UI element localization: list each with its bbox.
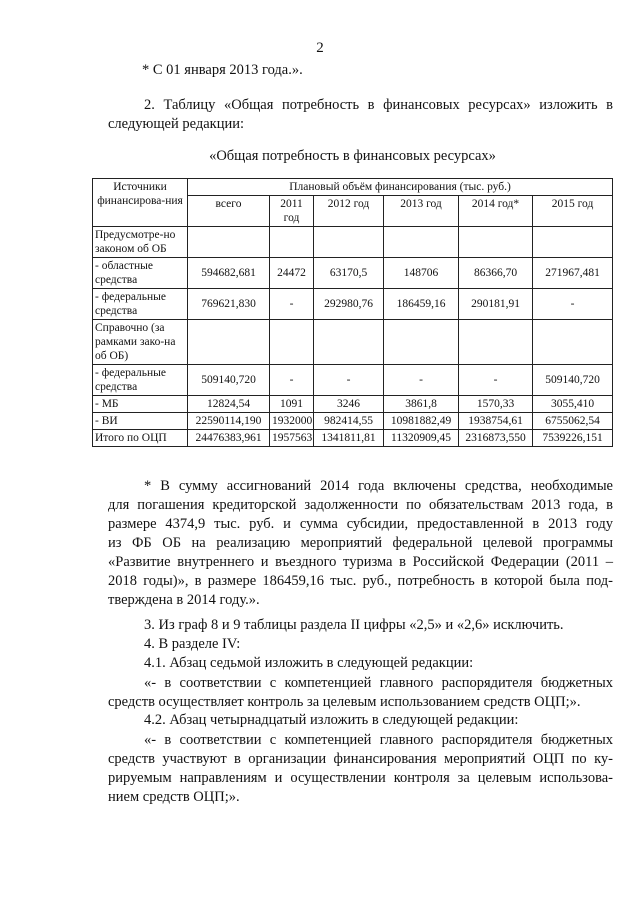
row-label: Итого по ОЦП xyxy=(93,430,188,447)
quote-2-line: нием средств ОЦП;». xyxy=(108,789,240,805)
footnote-line: тверждена в 2014 году.». xyxy=(108,592,260,608)
table-cell: 3055,410 xyxy=(533,396,613,413)
col-header: всего xyxy=(188,196,270,227)
table-cell: 148706 xyxy=(384,258,459,289)
table-cell: 86366,70 xyxy=(459,258,533,289)
quote-2-line: «- в соответствии с компетенцией главного распорядителя бюджетных xyxy=(144,732,613,748)
table-row xyxy=(93,320,613,365)
table-row xyxy=(93,365,613,396)
table-cell xyxy=(459,227,533,258)
item-3: 3. Из граф 8 и 9 таблицы раздела II цифры «2,5» и «2,6» исключить. xyxy=(144,617,564,633)
text-line-jan: * С 01 января 2013 года.». xyxy=(142,62,303,78)
table-cell: - xyxy=(459,365,533,396)
table-row xyxy=(93,413,613,430)
quote-1 xyxy=(108,674,613,712)
table-cell: 982414,55 xyxy=(314,413,384,430)
page-number: 2 xyxy=(316,40,324,56)
table-row xyxy=(93,289,613,320)
col-header: 2012 год xyxy=(314,196,384,227)
table-cell: 271967,481 xyxy=(533,258,613,289)
table-cell: 24472 xyxy=(270,258,314,289)
row-label: Предусмотре-но законом об ОБ xyxy=(93,227,188,258)
quote-2-line: средств участвуют в организации финансирования мероприятий ОЦП по ку- xyxy=(108,751,613,767)
quote-1-line: средств осуществляет контроль за целевым использованием средств ОЦП;». xyxy=(108,694,581,710)
col-header: 2011 год xyxy=(270,196,314,227)
table-cell: 1091 xyxy=(270,396,314,413)
row-label: Справочно (за рамками зако-на об ОБ) xyxy=(93,320,188,365)
table-cell: 509140,720 xyxy=(533,365,613,396)
row-label: - ВИ xyxy=(93,413,188,430)
financial-needs-table xyxy=(92,178,613,447)
item-4: 4. В разделе IV: xyxy=(144,636,241,652)
table-cell: - xyxy=(384,365,459,396)
table-body xyxy=(93,227,613,447)
table-cell: 1341811,81 xyxy=(314,430,384,447)
row-label: - федеральные средства xyxy=(93,289,188,320)
table-cell: 24476383,961 xyxy=(188,430,270,447)
footnote-line: из ФБ ОБ на реализацию мероприятий федеральной целевой программы xyxy=(108,535,613,551)
table-cell: 509140,720 xyxy=(188,365,270,396)
table-cell: 292980,76 xyxy=(314,289,384,320)
table-cell: - xyxy=(314,365,384,396)
table-cell: 594682,681 xyxy=(188,258,270,289)
table-cell xyxy=(533,320,613,365)
row-label: - федеральные средства xyxy=(93,365,188,396)
table-cell: - xyxy=(270,289,314,320)
table-cell: 22590114,190 xyxy=(188,413,270,430)
table-cell xyxy=(459,320,533,365)
col-header: 2013 год xyxy=(384,196,459,227)
table-cell: 1570,33 xyxy=(459,396,533,413)
table-cell xyxy=(188,227,270,258)
paragraph-2-line-1: 2. Таблицу «Общая потребность в финансовых ресурсах» изложить в xyxy=(144,97,613,113)
table-cell: 10981882,49 xyxy=(384,413,459,430)
table-cell: 186459,16 xyxy=(384,289,459,320)
table-cell: 769621,830 xyxy=(188,289,270,320)
table-cell xyxy=(533,227,613,258)
paragraph-2-line-2: следующей редакции: xyxy=(108,116,245,132)
table-cell xyxy=(270,320,314,365)
table-cell: 7539226,151 xyxy=(533,430,613,447)
table-cell: - xyxy=(270,365,314,396)
table-cell xyxy=(270,227,314,258)
item-4-2: 4.2. Абзац четырнадцатый изложить в следующей редакции: xyxy=(144,712,519,728)
header-sources: Источники финансирова-ния xyxy=(93,179,188,227)
table-row xyxy=(93,396,613,413)
col-header: 2014 год* xyxy=(459,196,533,227)
table-cell xyxy=(188,320,270,365)
table-cell: - xyxy=(533,289,613,320)
table-cell: 63170,5 xyxy=(314,258,384,289)
header-plan: Плановый объём финансирования (тыс. руб.) xyxy=(188,179,613,196)
table-cell: 3861,8 xyxy=(384,396,459,413)
table-cell xyxy=(314,320,384,365)
footnote-line: * В сумму ассигнований 2014 года включены средства, необходимые xyxy=(144,478,613,494)
table-row xyxy=(93,258,613,289)
footnote-line: для погашения кредиторской задолженности по обязательствам 2013 года, в xyxy=(108,497,613,513)
footnote-line: размере 4374,9 тыс. руб. и сумма субсидии, предоставленной в 2013 году xyxy=(108,516,613,532)
paragraph-2 xyxy=(108,96,613,134)
table-title: «Общая потребность в финансовых ресурсах» xyxy=(209,148,496,164)
table-cell: 6755062,54 xyxy=(533,413,613,430)
table-cell xyxy=(384,227,459,258)
item-4-1: 4.1. Абзац седьмой изложить в следующей редакции: xyxy=(144,655,474,671)
footnote xyxy=(108,477,613,610)
table-cell: 1938754,61 xyxy=(459,413,533,430)
quote-1-line: «- в соответствии с компетенцией главного распорядителя бюджетных xyxy=(144,675,613,691)
table-row xyxy=(93,227,613,258)
row-label: - МБ xyxy=(93,396,188,413)
table-cell: 2316873,550 xyxy=(459,430,533,447)
quote-2 xyxy=(108,731,613,807)
footnote-line: «Развитие внутреннего и въездного туризма в Российской Федерации (2011 – xyxy=(108,554,613,570)
table-cell: 1932000 xyxy=(270,413,314,430)
table-cell xyxy=(314,227,384,258)
row-label: - областные средства xyxy=(93,258,188,289)
table-cell: 12824,54 xyxy=(188,396,270,413)
table-cell: 290181,91 xyxy=(459,289,533,320)
quote-2-line: рируемым направлениям и осуществлении контроля за целевым использова- xyxy=(108,770,613,786)
table-header-row xyxy=(93,179,613,196)
table-cell: 3246 xyxy=(314,396,384,413)
table-row xyxy=(93,430,613,447)
table-cell: 1957563 xyxy=(270,430,314,447)
table-cell: 11320909,45 xyxy=(384,430,459,447)
col-header: 2015 год xyxy=(533,196,613,227)
table-cell xyxy=(384,320,459,365)
footnote-line: 2018 годы)», в размере 186459,16 тыс. руб., потребность в которой была под- xyxy=(108,573,613,589)
